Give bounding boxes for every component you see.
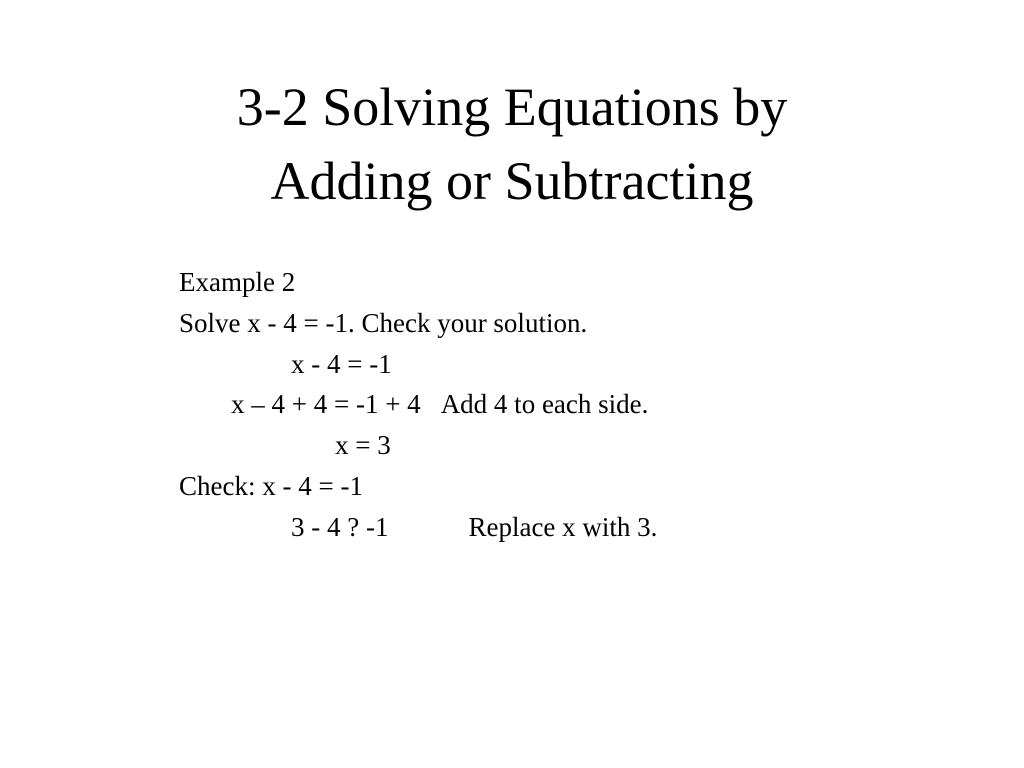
equation-step-3: x = 3 <box>335 430 391 461</box>
example-heading: Example 2 <box>179 267 296 297</box>
equation-step-2-expression: x – 4 + 4 = -1 + 4 <box>231 389 421 420</box>
problem-statement: Solve x - 4 = -1. Check your solution. <box>179 307 588 338</box>
slide-body <box>179 262 657 548</box>
check-statement: Check: x - 4 = -1 <box>179 470 363 501</box>
check-step-note: Replace x with 3. <box>468 511 658 542</box>
slide-title <box>0 70 1024 218</box>
equation-step-2 <box>179 384 657 425</box>
check-step <box>179 507 657 548</box>
equation-step-2-note: Add 4 to each side. <box>440 389 649 420</box>
slide-title-line-1: 3-2 Solving Equations by <box>236 77 788 137</box>
check-step-expression: 3 - 4 ? -1 <box>291 511 389 542</box>
slide-title-line-2: Adding or Subtracting <box>270 151 754 211</box>
equation-step-1: x - 4 = -1 <box>291 348 392 379</box>
